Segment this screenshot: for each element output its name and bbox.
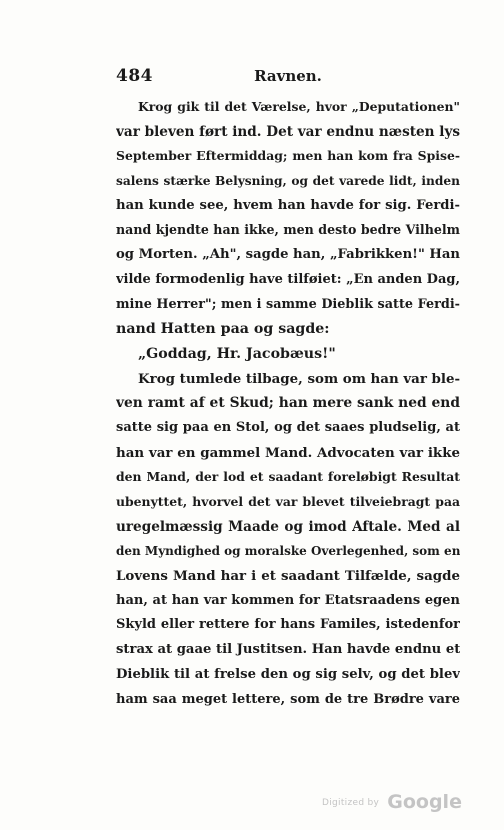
text-line: nand Hatten paa og sagde: xyxy=(116,321,330,338)
text-line: han var en gammel Mand. Advocaten var ikke xyxy=(116,444,460,461)
text-line: „Goddag, Hr. Jacobæus!" xyxy=(138,345,336,362)
text-line: ven ramt af et Skud; han mere sank ned end xyxy=(116,395,460,412)
watermark-google-text: Google xyxy=(387,791,462,813)
text-line: var bleven ført ind. Det var endnu næsten lys xyxy=(116,123,460,140)
text-line: satte sig paa en Stol, og det saaes pludselig, at xyxy=(116,419,460,435)
text-line: Lovens Mand har i et saadant Tilfælde, sagde xyxy=(116,568,460,585)
running-title: Ravnen. xyxy=(254,67,322,85)
body-text xyxy=(116,95,460,712)
text-line: vilde formodenlig have tilføiet: „En anden Dag, xyxy=(116,271,460,287)
text-line: strax at gaae til Justitsen. Han havde endnu et xyxy=(116,642,460,658)
text-line: nand kjendte han ikke, men desto bedre Vilhelm xyxy=(116,222,460,238)
text-line: uregelmæssig Maade og imod Aftale. Med al xyxy=(116,518,460,535)
page-header xyxy=(116,66,460,86)
text-line: han, at han var kommen for Etatsraadens egen xyxy=(116,592,460,608)
text-line: den Mand, der lod et saadant foreløbigt Resultat xyxy=(116,469,460,485)
page-number: 484 xyxy=(116,66,153,86)
text-line: September Eftermiddag; men han kom fra Spise- xyxy=(116,148,460,164)
text-line: salens stærke Belysning, og det varede lidt, inden xyxy=(116,174,460,189)
watermark-small-text: Digitized by xyxy=(322,798,380,808)
text-line: Krog tumlede tilbage, som om han var ble- xyxy=(138,370,460,387)
text-line: Krog gik til det Værelse, hvor „Deputationen" xyxy=(138,99,460,114)
text-line: og Morten. „Ah", sagde han, „Fabrikken!" Han xyxy=(116,247,460,263)
digitized-by-google-watermark xyxy=(322,791,462,813)
text-line: han kunde see, hvem han havde for sig. Ferdi- xyxy=(116,197,460,213)
text-line: ham saa meget lettere, som de tre Brødre vare xyxy=(116,691,460,707)
text-line: ubenyttet, hvorvel det var blevet tilveiebragt paa xyxy=(116,494,460,509)
text-line: den Myndighed og moralske Overlegenhed, som en xyxy=(116,544,460,559)
text-line: mine Herrer"; men i samme Dieblik satte Ferdi- xyxy=(116,296,460,312)
text-line: Dieblik til at frelse den og sig selv, og det blev xyxy=(116,666,460,682)
text-line: Skyld eller rettere for hans Familes, istedenfor xyxy=(116,617,460,633)
